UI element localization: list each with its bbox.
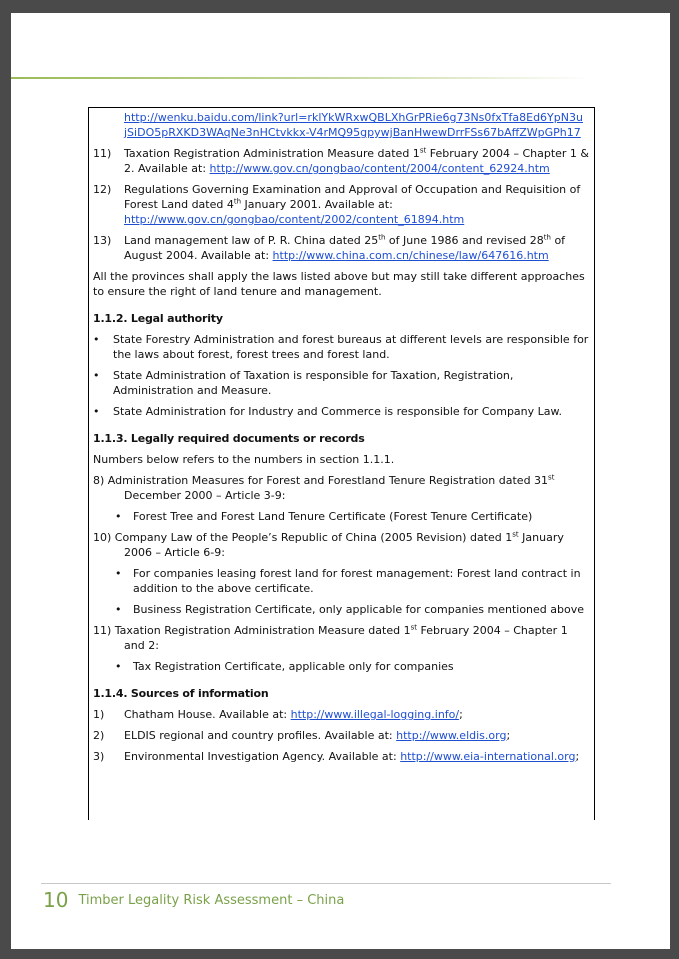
list-item: • Tax Registration Certificate, applicable only for companies [115,660,454,673]
page-number: 10 [43,888,69,912]
sources-of-information-heading: 1.1.4. Sources of information [93,687,269,700]
info-source-3: 3) Environmental Investigation Agency. Available at: http://www.eia-international.org; [93,750,580,763]
source-link[interactable]: http://www.eldis.org [396,729,507,742]
list-item: • Business Registration Certificate, only applicable for companies mentioned above [115,603,584,616]
page-footer [43,888,344,912]
source-item-11 [93,146,590,176]
item-number: 12) [93,183,112,196]
bullet-icon: • [93,405,100,418]
required-documents-intro: Numbers below refers to the numbers in section 1.1.1. [93,453,395,466]
legal-authority-heading: 1.1.2. Legal authority [93,312,223,325]
required-documents-heading: 1.1.3. Legally required documents or records [93,432,365,445]
list-item: • State Administration for Industry and Commerce is responsible for Company Law. [93,405,562,418]
bullet-icon: • [93,333,100,346]
list-item: • State Forestry Administration and forest bureaus at different levels are responsible for the laws about forest, forest trees and forest land. [93,333,589,361]
source-link[interactable]: http://www.china.com.cn/chinese/law/647616.htm [272,249,549,262]
bullet-icon: • [115,660,122,673]
list-item: • Forest Tree and Forest Land Tenure Certificate (Forest Tenure Certificate) [115,510,533,523]
item-number: 2) [93,729,105,742]
header-rule [11,77,591,79]
required-item-11: 11) Taxation Registration Administration Measure dated 1st February 2004 – Chapter 1 and 2: [93,623,568,652]
bullet-icon: • [93,369,100,382]
bullet-icon: • [115,510,122,523]
item-text: Land management law of P. R. China dated 25th of June 1986 and revised 28th of August 2004. Available at: http://www.china.com.cn/chinese/law/647616.htm [124,233,566,262]
source-link[interactable]: http://www.eia-international.org [400,750,576,763]
item-number: 1) [93,708,105,721]
info-source-1: 1) Chatham House. Available at: http://www.illegal-logging.info/; [93,708,463,721]
provinces-paragraph: All the provinces shall apply the laws listed above but may still take different approaches to ensure the right of land tenure and management. [93,270,585,298]
source-link[interactable]: http://www.gov.cn/gongbao/content/2002/content_61894.htm [124,213,465,226]
content-box [88,107,595,820]
required-item-10: 10) Company Law of the People’s Republic of China (2005 Revision) dated 1st January 2006 – Article 6-9: [93,530,564,559]
item-number: 3) [93,750,105,763]
source-link[interactable]: http://www.illegal-logging.info/ [290,708,460,721]
footer-rule [41,883,611,884]
item-number: 11) [93,147,112,160]
continued-url-line1[interactable]: http://wenku.baidu.com/link?url=rklYkWRxwQBLXhGrPRie6g73Ns0fxTfa8Ed6YpN3u [124,111,583,124]
footer-title: Timber Legality Risk Assessment – China [78,892,345,908]
list-item: • For companies leasing forest land for forest management: Forest land contract in addition to the above certificate. [115,567,581,595]
info-source-2: 2) ELDIS regional and country profiles. Available at: http://www.eldis.org; [93,729,511,742]
source-item-13 [93,233,590,263]
required-item-8: 8) Administration Measures for Forest and Forestland Tenure Registration dated 31st December 2000 – Article 3-9: [93,473,555,502]
document-page [11,13,670,949]
source-item-12 [93,182,590,227]
bullet-icon: • [115,567,122,580]
continued-url-line2[interactable]: jSiDO5pRXKD3WAqNe3nHCtvkkx-V4rMQ95gpywjBanHwewDrrFSs67bAffZWpGPh17 [124,126,581,139]
continued-url[interactable] [93,110,590,140]
list-item: • State Administration of Taxation is responsible for Taxation, Registration, Administration and Measure. [93,369,514,397]
source-link[interactable]: http://www.gov.cn/gongbao/content/2004/content_62924.htm [209,162,550,175]
item-text: Taxation Registration Administration Measure dated 1st February 2004 – Chapter 1 & 2. Available at: http://www.gov.cn/gongbao/content/2004/content_62924.htm [124,146,589,175]
item-number: 13) [93,234,112,247]
item-text: Regulations Governing Examination and Approval of Occupation and Requisition of Forest Land dated 4th January 2001. Available at: http://www.gov.cn/gongbao/content/2002/content_61894.htm [124,183,581,226]
bullet-icon: • [115,603,122,616]
